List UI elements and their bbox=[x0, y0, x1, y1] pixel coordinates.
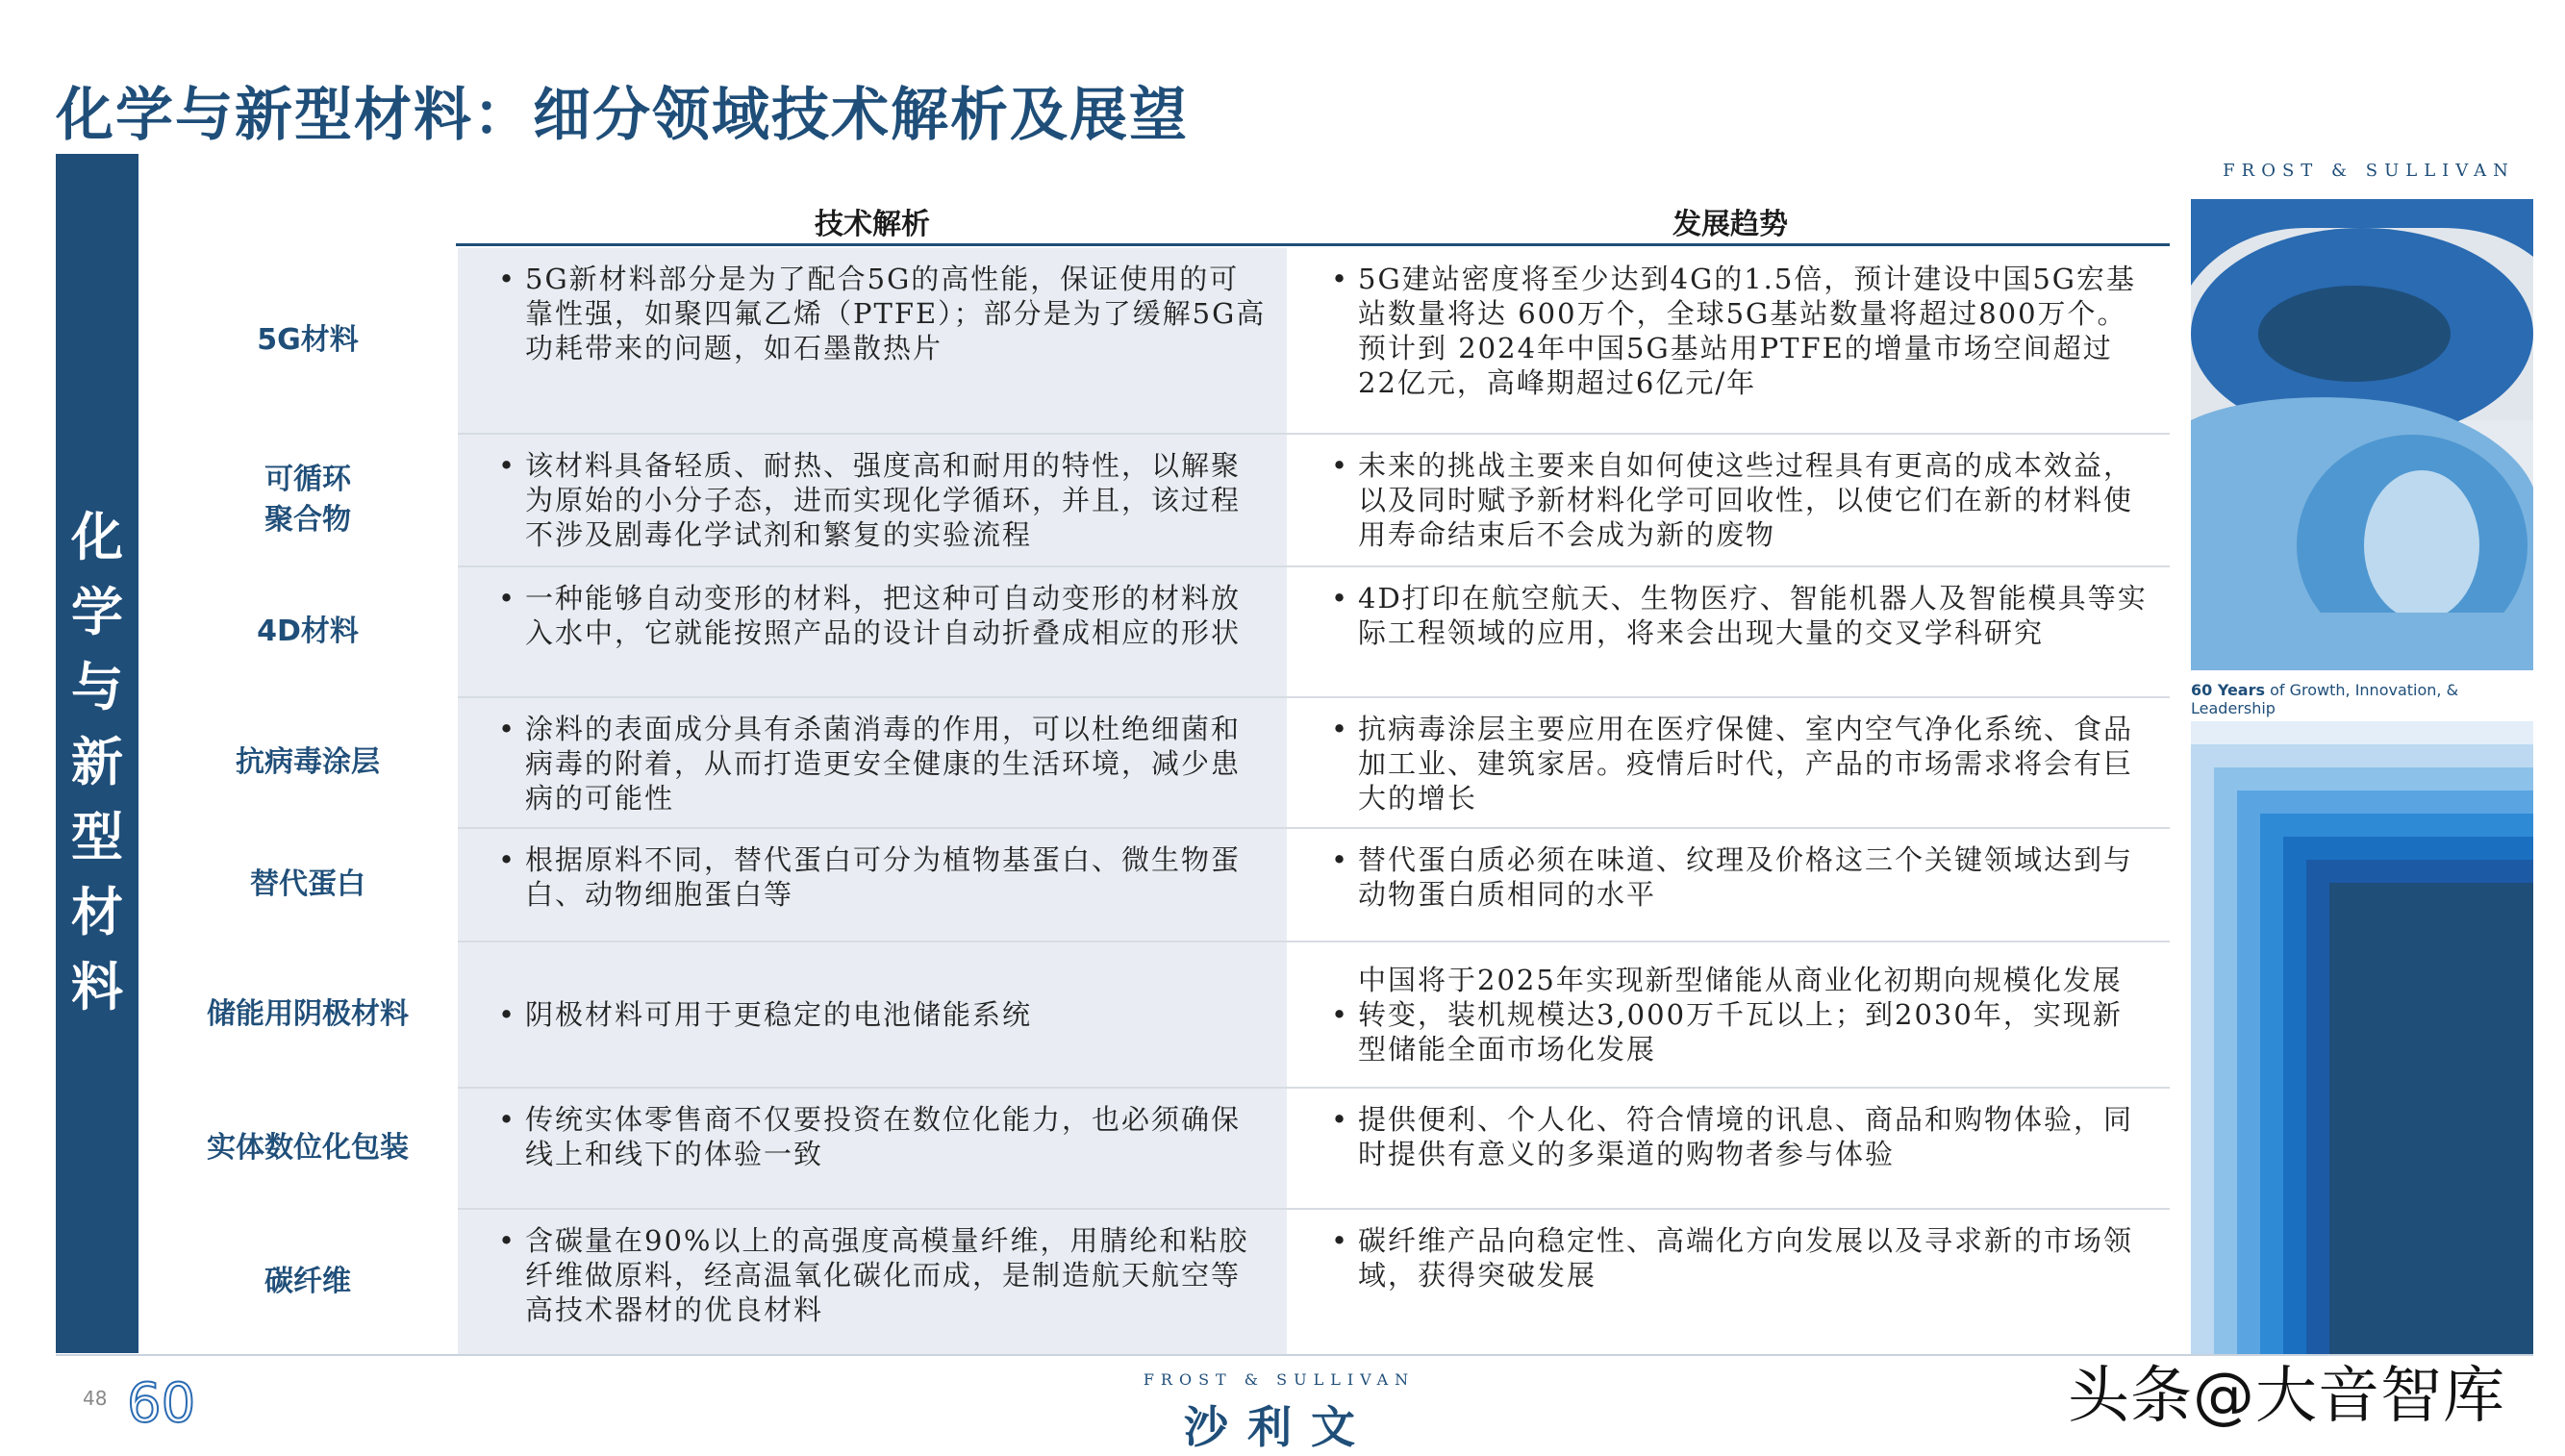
row-label: 可循环 聚合物 bbox=[264, 463, 351, 537]
cell-text: 4D打印在航空航天、生物医疗、智能机器人及智能模具等实际工程领域的应用，将来会出现大量的交叉学科研究 bbox=[1358, 582, 2148, 649]
row-label: 碳纤维 bbox=[264, 1265, 351, 1298]
company-logo-cn: 沙利文 bbox=[1184, 1401, 1374, 1453]
blue-stripes-graphic bbox=[2191, 721, 2533, 1354]
bullet-icon: • bbox=[498, 843, 517, 876]
bullet-icon: • bbox=[498, 1103, 517, 1136]
bullet-icon: • bbox=[1331, 998, 1350, 1031]
cell-tech bbox=[458, 1089, 1287, 1208]
cell-text: 阴极材料可用于更稳定的电池储能系统 bbox=[525, 998, 1033, 1031]
bullet-icon: • bbox=[498, 998, 517, 1031]
side-label-char: 材 bbox=[71, 882, 123, 942]
row-label: 替代蛋白 bbox=[250, 867, 365, 901]
side-label-char: 型 bbox=[71, 807, 123, 867]
frost-sullivan-wordmark: FROST & SULLIVAN bbox=[2223, 161, 2515, 181]
cell-trend bbox=[1291, 567, 2170, 696]
cell-text: 替代蛋白质必须在味道、纹理及价格这三个关键领域达到与动物蛋白质相同的水平 bbox=[1358, 843, 2134, 911]
svg-text:60: 60 bbox=[127, 1372, 196, 1429]
cell-tech bbox=[458, 435, 1287, 565]
bullet-icon: • bbox=[498, 449, 517, 482]
cell-text: 5G建站密度将至少达到4G的1.5倍，预计建设中国5G宏基站数量将达 600万个，全球5G基站数量将超过800万个。预计到 2024年中国5G基站用PTFE的增量市场空间超过22亿元，高峰期超过6亿元/年 bbox=[1358, 263, 2136, 399]
cell-text: 抗病毒涂层主要应用在医疗保健、室内空气净化系统、食品加工业、建筑家居。疫情后时代，产品的市场需求将会有巨大的增长 bbox=[1358, 713, 2134, 815]
column-header-trend: 发展趋势 bbox=[1672, 208, 1788, 241]
row-label: 实体数位化包装 bbox=[207, 1131, 409, 1165]
row-divider bbox=[458, 696, 2170, 698]
bullet-icon: • bbox=[1331, 1224, 1350, 1257]
cell-trend bbox=[1291, 1210, 2170, 1354]
cell-trend bbox=[1291, 435, 2170, 565]
cell-tech bbox=[458, 698, 1287, 827]
bullet-icon: • bbox=[498, 1224, 517, 1257]
row-label: 抗病毒涂层 bbox=[236, 745, 380, 779]
cell-text: 该材料具备轻质、耐热、强度高和耐用的特性，以解聚为原始的小分子态，进而实现化学循环，并且，该过程不涉及剧毒化学试剂和繁复的实验流程 bbox=[525, 449, 1242, 551]
sixty-years-poster bbox=[2191, 199, 2533, 670]
cell-trend bbox=[1291, 248, 2170, 433]
bullet-icon: • bbox=[1331, 843, 1350, 876]
row-divider bbox=[458, 433, 2170, 435]
cell-trend bbox=[1291, 942, 2170, 1087]
cell-trend bbox=[1291, 698, 2170, 827]
row-divider bbox=[458, 827, 2170, 829]
row-divider bbox=[458, 565, 2170, 567]
side-label-char: 学 bbox=[71, 582, 123, 642]
cell-trend bbox=[1291, 1089, 2170, 1208]
row-divider bbox=[458, 1208, 2170, 1210]
row-label: 5G材料 bbox=[257, 323, 359, 357]
page-title: 化学与新型材料：细分领域技术解析及展望 bbox=[56, 82, 1189, 149]
bullet-icon: • bbox=[1331, 263, 1350, 295]
cell-text: 提供便利、个人化、符合情境的讯息、商品和购物体验，同时提供有意义的多渠道的购物者参与体验 bbox=[1358, 1103, 2134, 1170]
sixty-graphic-icon bbox=[2191, 199, 2533, 670]
side-label-char: 料 bbox=[71, 957, 123, 1017]
bullet-icon: • bbox=[498, 582, 517, 615]
cell-text: 根据原料不同，替代蛋白可分为植物基蛋白、微生物蛋白、动物细胞蛋白等 bbox=[525, 843, 1242, 911]
page-number: 48 bbox=[83, 1387, 108, 1410]
bullet-icon: • bbox=[1331, 582, 1350, 615]
cell-tech bbox=[458, 829, 1287, 941]
side-label bbox=[56, 500, 138, 1025]
row-label: 储能用阴极材料 bbox=[207, 997, 409, 1031]
cell-tech bbox=[458, 1210, 1287, 1354]
header-divider bbox=[456, 243, 2170, 246]
row-divider bbox=[458, 941, 2170, 942]
side-label-char: 与 bbox=[71, 657, 123, 717]
cell-text: 中国将于2025年实现新型储能从商业化初期向规模化发展转变，装机规模达3,000万千瓦以上；到2030年，实现新型储能全面市场化发展 bbox=[1358, 964, 2123, 1066]
cell-tech bbox=[458, 248, 1287, 433]
cell-text: 涂料的表面成分具有杀菌消毒的作用，可以杜绝细菌和病毒的附着，从而打造更安全健康的生活环境，减少患病的可能性 bbox=[525, 713, 1242, 815]
footer-wordmark: FROST & SULLIVAN bbox=[1143, 1370, 1416, 1389]
cell-text: 一种能够自动变形的材料，把这种可自动变形的材料放入水中，它就能按照产品的设计自动折叠成相应的形状 bbox=[525, 582, 1242, 649]
cell-tech bbox=[458, 942, 1287, 1087]
column-header-tech: 技术解析 bbox=[815, 208, 930, 241]
bullet-icon: • bbox=[1331, 1103, 1350, 1136]
bullet-icon: • bbox=[498, 263, 517, 295]
bullet-icon: • bbox=[1331, 713, 1350, 745]
cell-text: 传统实体零售商不仅要投资在数位化能力，也必须确保线上和线下的体验一致 bbox=[525, 1103, 1242, 1170]
cell-text: 未来的挑战主要来自如何使这些过程具有更高的成本效益，以及同时赋予新材料化学可回收性，以使它们在新的材料使用寿命结束后不会成为新的废物 bbox=[1358, 449, 2134, 551]
tagline: 60 Years of Growth, Innovation, & Leadership bbox=[2191, 681, 2459, 717]
side-label-char: 化 bbox=[71, 507, 123, 567]
cell-text: 5G新材料部分是为了配合5G的高性能，保证使用的可靠性强，如聚四氟乙烯（PTFE）；部分是为了缓解5G高功耗带来的问题，如石墨散热片 bbox=[525, 263, 1267, 364]
cell-tech bbox=[458, 567, 1287, 696]
side-label-char: 新 bbox=[71, 732, 123, 792]
bullet-icon: • bbox=[1331, 449, 1350, 482]
cell-text: 含碳量在90%以上的高强度高模量纤维，用腈纶和粘胶纤维做原料，经高温氧化碳化而成，是制造航天航空等高技术器材的优良材料 bbox=[525, 1224, 1249, 1326]
watermark: 头条@大音智库 bbox=[2068, 1361, 2505, 1432]
row-label: 4D材料 bbox=[257, 615, 359, 648]
cell-trend bbox=[1291, 829, 2170, 941]
bullet-icon: • bbox=[498, 713, 517, 745]
row-divider bbox=[458, 1087, 2170, 1089]
cell-text: 碳纤维产品向稳定性、高端化方向发展以及寻求新的市场领域，获得突破发展 bbox=[1358, 1224, 2134, 1292]
sixty-logo-icon bbox=[123, 1371, 215, 1429]
